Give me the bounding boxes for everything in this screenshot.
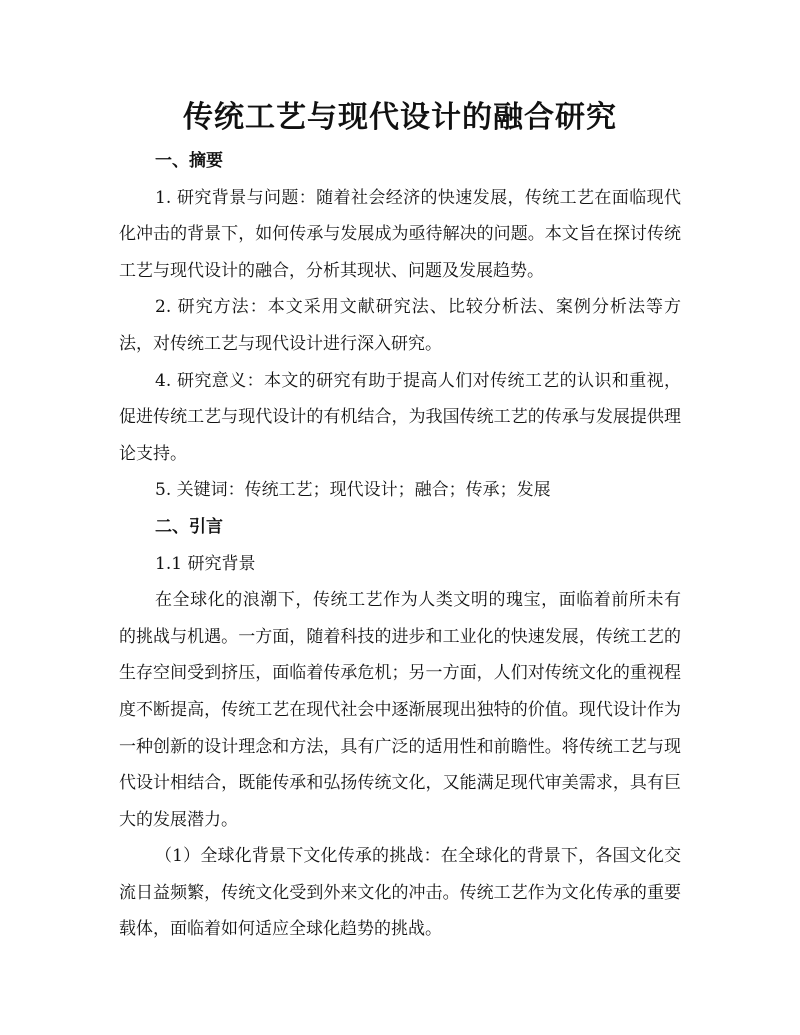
paragraph-keywords: 5. 关键词：传统工艺；现代设计；融合；传承；发展 — [155, 480, 551, 501]
paragraph-background-body: 在全球化的浪潮下，传统工艺作为人类文明的瑰宝，面临着前所未有的挑战与机遇。一方面，随着科技的进步和工业化的快速发展，传统工艺的生存空间受到挤压，面临着传承危机；另一方面，人们对传统文化的重视程度不断提高，传统工艺在现代社会中逐渐展现出独特的价值。现代设计作为一种创新的设计理念和方法，具有广泛的适用性和前瞻性。将传统工艺与现代设计相结合，既能传承和弘扬传统文化，又能满足现代审美需求，具有巨大的发展潜力。 — [119, 590, 681, 830]
subsection-heading-background: 1.1 研究背景 — [155, 553, 256, 574]
paragraph-research-background: 1. 研究背景与问题：随着社会经济的快速发展，传统工艺在面临现代化冲击的背景下，如何传承与发展成为亟待解决的问题。本文旨在探讨传统工艺与现代设计的融合，分析其现状、问题及发展趋势。 — [119, 187, 681, 281]
paragraph-research-significance: 4. 研究意义：本文的研究有助于提高人们对传统工艺的认识和重视，促进传统工艺与现代设计的有机结合，为我国传统工艺的传承与发展提供理论支持。 — [119, 370, 681, 464]
paragraph-globalization-challenge: （1）全球化背景下文化传承的挑战：在全球化的背景下，各国文化交流日益频繁，传统文化受到外来文化的冲击。传统工艺作为文化传承的重要载体，面临着如何适应全球化趋势的挑战。 — [119, 846, 681, 940]
document-body — [119, 143, 681, 948]
section-heading-abstract: 一、摘要 — [155, 151, 223, 171]
section-heading-introduction: 二、引言 — [155, 516, 223, 537]
paragraph-research-method: 2. 研究方法：本文采用文献研究法、比较分析法、案例分析法等方法，对传统工艺与现代设计进行深入研究。 — [119, 297, 681, 354]
document-title: 传统工艺与现代设计的融合研究 — [183, 100, 617, 135]
